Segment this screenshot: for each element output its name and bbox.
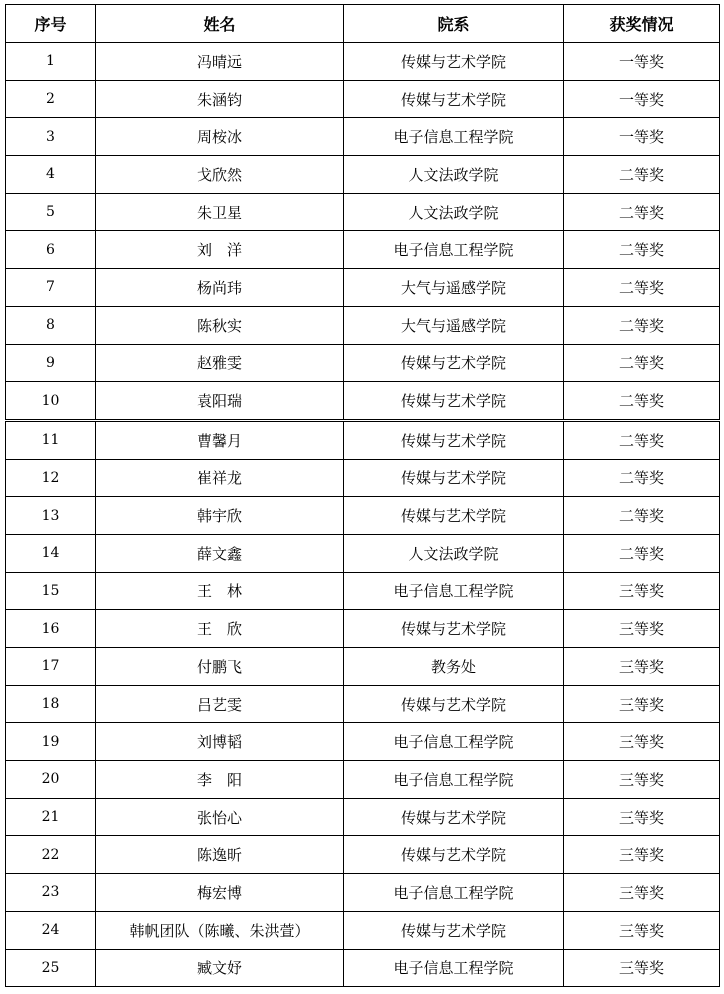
cell-index: 22 <box>6 836 96 874</box>
cell-name: 周桉冰 <box>96 118 344 156</box>
table-row <box>6 685 720 723</box>
cell-name: 王 林 <box>96 572 344 610</box>
cell-index: 20 <box>6 761 96 799</box>
cell-department: 传媒与艺术学院 <box>344 382 564 421</box>
cell-department: 人文法政学院 <box>344 534 564 572</box>
cell-award: 二等奖 <box>564 344 720 382</box>
table-body <box>6 43 720 987</box>
cell-name: 吕艺雯 <box>96 685 344 723</box>
cell-department: 电子信息工程学院 <box>344 572 564 610</box>
cell-index: 13 <box>6 497 96 535</box>
cell-name: 韩帆团队（陈曦、朱洪萱） <box>96 911 344 949</box>
cell-name: 王 欣 <box>96 610 344 648</box>
cell-department: 人文法政学院 <box>344 156 564 194</box>
cell-department: 教务处 <box>344 648 564 686</box>
cell-award: 三等奖 <box>564 836 720 874</box>
cell-name: 冯晴远 <box>96 43 344 81</box>
cell-name: 张怡心 <box>96 798 344 836</box>
cell-name: 陈逸昕 <box>96 836 344 874</box>
table-row <box>6 382 720 421</box>
table-row <box>6 572 720 610</box>
cell-award: 二等奖 <box>564 534 720 572</box>
cell-index: 11 <box>6 420 96 459</box>
table-row <box>6 610 720 648</box>
cell-name: 朱卫星 <box>96 193 344 231</box>
cell-department: 传媒与艺术学院 <box>344 911 564 949</box>
cell-name: 李 阳 <box>96 761 344 799</box>
cell-name: 杨尚玮 <box>96 269 344 307</box>
cell-award: 二等奖 <box>564 193 720 231</box>
cell-index: 14 <box>6 534 96 572</box>
cell-award: 二等奖 <box>564 269 720 307</box>
cell-award: 二等奖 <box>564 420 720 459</box>
award-table <box>5 4 720 987</box>
cell-award: 三等奖 <box>564 761 720 799</box>
cell-name: 赵雅雯 <box>96 344 344 382</box>
header-index: 序号 <box>6 5 96 43</box>
cell-award: 二等奖 <box>564 382 720 421</box>
cell-name: 朱涵钧 <box>96 80 344 118</box>
cell-name: 崔祥龙 <box>96 459 344 497</box>
cell-index: 12 <box>6 459 96 497</box>
cell-award: 三等奖 <box>564 610 720 648</box>
cell-award: 一等奖 <box>564 80 720 118</box>
table-row <box>6 459 720 497</box>
cell-index: 6 <box>6 231 96 269</box>
cell-index: 3 <box>6 118 96 156</box>
cell-award: 三等奖 <box>564 723 720 761</box>
cell-index: 5 <box>6 193 96 231</box>
cell-department: 传媒与艺术学院 <box>344 610 564 648</box>
table-row <box>6 156 720 194</box>
cell-award: 三等奖 <box>564 798 720 836</box>
table-row <box>6 534 720 572</box>
table-row <box>6 269 720 307</box>
cell-award: 三等奖 <box>564 572 720 610</box>
cell-award: 三等奖 <box>564 648 720 686</box>
cell-index: 18 <box>6 685 96 723</box>
cell-index: 2 <box>6 80 96 118</box>
cell-index: 8 <box>6 306 96 344</box>
cell-index: 19 <box>6 723 96 761</box>
table-row <box>6 193 720 231</box>
header-name: 姓名 <box>96 5 344 43</box>
cell-index: 15 <box>6 572 96 610</box>
cell-index: 7 <box>6 269 96 307</box>
table-row <box>6 306 720 344</box>
cell-index: 21 <box>6 798 96 836</box>
header-department: 院系 <box>344 5 564 43</box>
cell-department: 电子信息工程学院 <box>344 761 564 799</box>
table-row <box>6 798 720 836</box>
table-row <box>6 836 720 874</box>
cell-name: 刘博韬 <box>96 723 344 761</box>
table-row <box>6 648 720 686</box>
cell-award: 三等奖 <box>564 949 720 987</box>
cell-index: 23 <box>6 874 96 912</box>
cell-index: 16 <box>6 610 96 648</box>
cell-award: 三等奖 <box>564 685 720 723</box>
cell-department: 传媒与艺术学院 <box>344 798 564 836</box>
cell-index: 4 <box>6 156 96 194</box>
cell-department: 大气与遥感学院 <box>344 306 564 344</box>
cell-department: 传媒与艺术学院 <box>344 344 564 382</box>
cell-name: 陈秋实 <box>96 306 344 344</box>
cell-department: 电子信息工程学院 <box>344 874 564 912</box>
cell-department: 传媒与艺术学院 <box>344 80 564 118</box>
header-award: 获奖情况 <box>564 5 720 43</box>
cell-index: 9 <box>6 344 96 382</box>
cell-name: 薛文鑫 <box>96 534 344 572</box>
cell-name: 袁阳瑞 <box>96 382 344 421</box>
table-header-row <box>6 5 720 43</box>
table-row <box>6 723 720 761</box>
table-row <box>6 497 720 535</box>
cell-name: 韩宇欣 <box>96 497 344 535</box>
cell-name: 刘 洋 <box>96 231 344 269</box>
cell-award: 二等奖 <box>564 231 720 269</box>
cell-award: 三等奖 <box>564 874 720 912</box>
cell-index: 1 <box>6 43 96 81</box>
cell-department: 传媒与艺术学院 <box>344 497 564 535</box>
cell-name: 曹馨月 <box>96 420 344 459</box>
cell-award: 二等奖 <box>564 156 720 194</box>
cell-department: 传媒与艺术学院 <box>344 459 564 497</box>
cell-department: 电子信息工程学院 <box>344 723 564 761</box>
cell-award: 二等奖 <box>564 459 720 497</box>
table-row <box>6 911 720 949</box>
table-row <box>6 949 720 987</box>
cell-award: 一等奖 <box>564 43 720 81</box>
table-row <box>6 80 720 118</box>
cell-department: 电子信息工程学院 <box>344 949 564 987</box>
cell-department: 大气与遥感学院 <box>344 269 564 307</box>
cell-index: 10 <box>6 382 96 421</box>
cell-index: 24 <box>6 911 96 949</box>
cell-award: 一等奖 <box>564 118 720 156</box>
cell-department: 电子信息工程学院 <box>344 118 564 156</box>
cell-name: 臧文妤 <box>96 949 344 987</box>
table-row <box>6 420 720 459</box>
cell-department: 传媒与艺术学院 <box>344 685 564 723</box>
table-row <box>6 231 720 269</box>
cell-department: 传媒与艺术学院 <box>344 836 564 874</box>
cell-department: 传媒与艺术学院 <box>344 420 564 459</box>
table-row <box>6 874 720 912</box>
cell-department: 电子信息工程学院 <box>344 231 564 269</box>
table-row <box>6 344 720 382</box>
cell-index: 17 <box>6 648 96 686</box>
cell-name: 梅宏博 <box>96 874 344 912</box>
table-row <box>6 43 720 81</box>
cell-award: 二等奖 <box>564 497 720 535</box>
cell-award: 三等奖 <box>564 911 720 949</box>
cell-name: 戈欣然 <box>96 156 344 194</box>
table-row <box>6 118 720 156</box>
cell-department: 传媒与艺术学院 <box>344 43 564 81</box>
cell-department: 人文法政学院 <box>344 193 564 231</box>
table-row <box>6 761 720 799</box>
cell-index: 25 <box>6 949 96 987</box>
cell-award: 二等奖 <box>564 306 720 344</box>
cell-name: 付鹏飞 <box>96 648 344 686</box>
